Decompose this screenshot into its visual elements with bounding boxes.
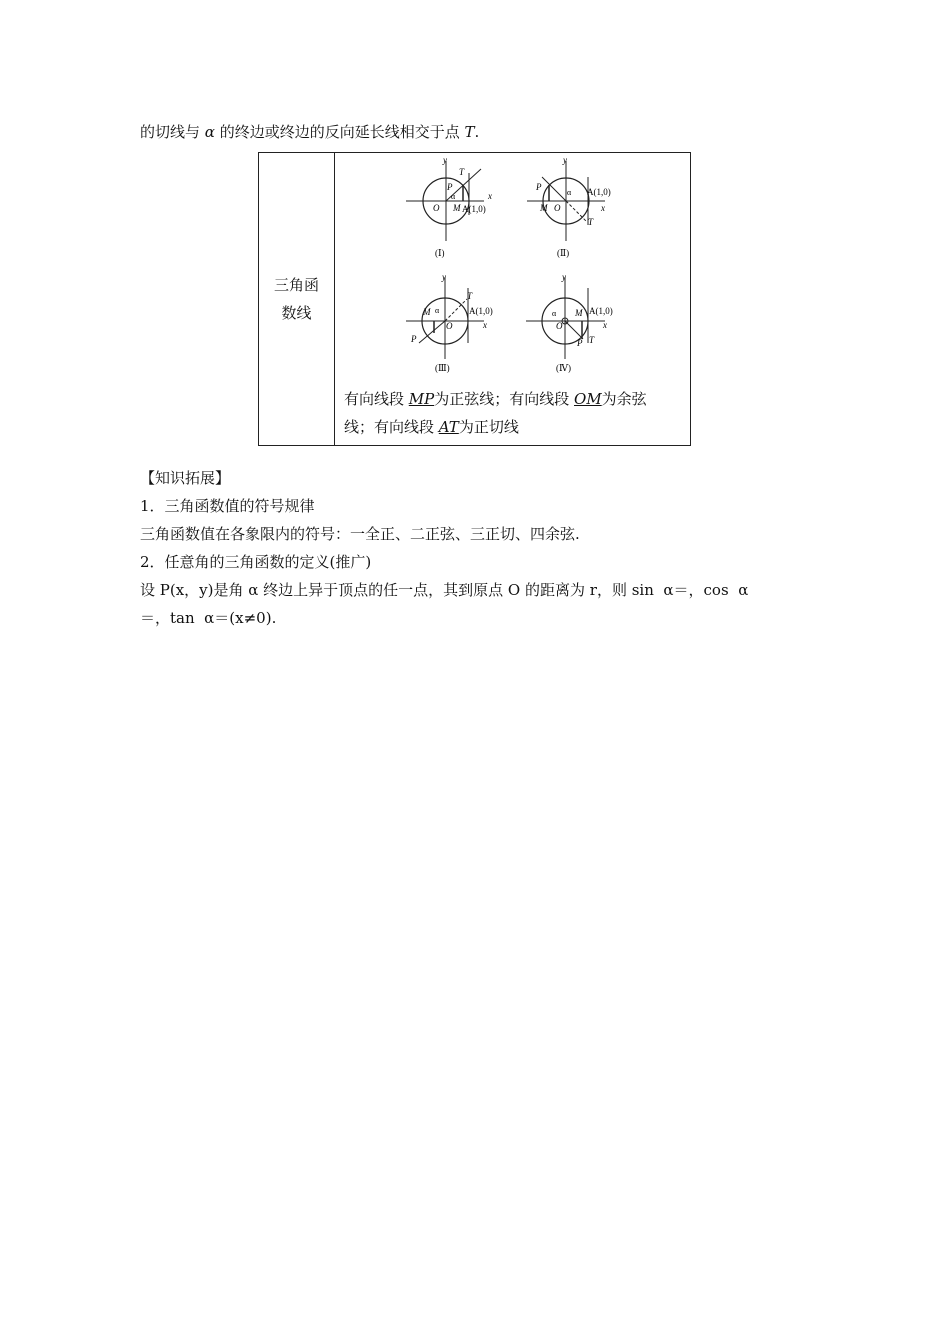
fig3-t: T [467, 291, 473, 301]
fig4-t: T [589, 335, 595, 345]
figure-3 [406, 272, 493, 373]
desc-text: 有向线段 [344, 390, 409, 408]
fig2-y: y [563, 155, 567, 165]
trig-lines-table [258, 152, 691, 446]
fig3-x: x [483, 320, 487, 330]
row-label-line1: 三角函 [273, 276, 319, 294]
desc-text: 为余弦 [601, 390, 647, 408]
fig3-caption: (Ⅲ) [435, 363, 450, 373]
fig1-y: y [443, 155, 447, 165]
fig2-a: A(1,0) [587, 187, 611, 197]
item1-title: 1．三角函数值的符号规律 [140, 497, 315, 515]
fig1-x: x [488, 191, 492, 201]
definition-line1: 设 P(x，y)是角 α 终边上异于顶点的任一点，其到原点 O 的距离为 r，则 sin α＝，cos α [140, 581, 749, 599]
figure-2 [527, 155, 611, 258]
fig2-o: O [554, 203, 561, 213]
fig3-p: P [411, 334, 417, 344]
intro-end: . [474, 123, 480, 141]
fig3-a: A(1,0) [469, 306, 493, 316]
fig1-o: O [433, 203, 440, 213]
desc-mp: MP [408, 390, 435, 408]
intro-line [140, 122, 479, 142]
figure-4 [526, 272, 613, 373]
fig4-m: M [575, 308, 583, 318]
desc-om: OM [574, 390, 602, 408]
intro-text: 的切线与 [140, 123, 205, 141]
fig4-alpha: α [552, 309, 557, 318]
fig3-o: O [446, 321, 453, 331]
fig4-o: O [556, 321, 563, 331]
fig4-caption: (Ⅳ) [556, 363, 571, 373]
fig2-x: x [601, 203, 605, 213]
desc-text: 为正弦线；有向线段 [434, 390, 575, 408]
fig4-x: x [603, 320, 607, 330]
fig2-m: M [540, 203, 548, 213]
fig1-caption: (Ⅰ) [435, 248, 445, 258]
figures-svg [259, 153, 689, 383]
fig1-alpha: α [451, 192, 456, 201]
fig2-caption: (Ⅱ) [557, 248, 570, 258]
trig-lines-description [344, 385, 647, 441]
fig1-a: A(1,0) [462, 204, 486, 214]
point-t: T [464, 123, 475, 141]
fig1-t: T [459, 167, 465, 177]
desc-text: 为正切线 [458, 418, 519, 436]
fig4-y: y [562, 272, 566, 282]
fig1-p: P [447, 182, 453, 192]
desc-text: 线；有向线段 [344, 418, 439, 436]
row-label-line2: 数线 [281, 304, 312, 322]
intro-text-middle: 的终边或终边的反向延长线相交于点 [214, 123, 465, 141]
fig3-alpha: α [435, 306, 440, 315]
fig2-p: P [536, 182, 542, 192]
fig1-m: M [453, 203, 461, 213]
fig3-m: M [423, 307, 431, 317]
fig2-t: T [588, 217, 594, 227]
figure-1 [406, 155, 492, 258]
desc-at: AT [438, 418, 459, 436]
definition-line2: ＝，tan α＝(x≠0). [140, 609, 277, 627]
alpha-symbol: α [204, 123, 215, 141]
fig4-p: P [577, 338, 583, 348]
item1-text: 三角函数值在各象限内的符号：一全正、二正弦、三正切、四余弦. [140, 525, 580, 543]
fig3-y: y [442, 272, 446, 282]
fig4-a: A(1,0) [589, 306, 613, 316]
extension-heading: 【知识拓展】 [140, 469, 231, 487]
item2-title: 2．任意角的三角函数的定义(推广) [140, 553, 372, 571]
fig2-alpha: α [567, 188, 572, 197]
